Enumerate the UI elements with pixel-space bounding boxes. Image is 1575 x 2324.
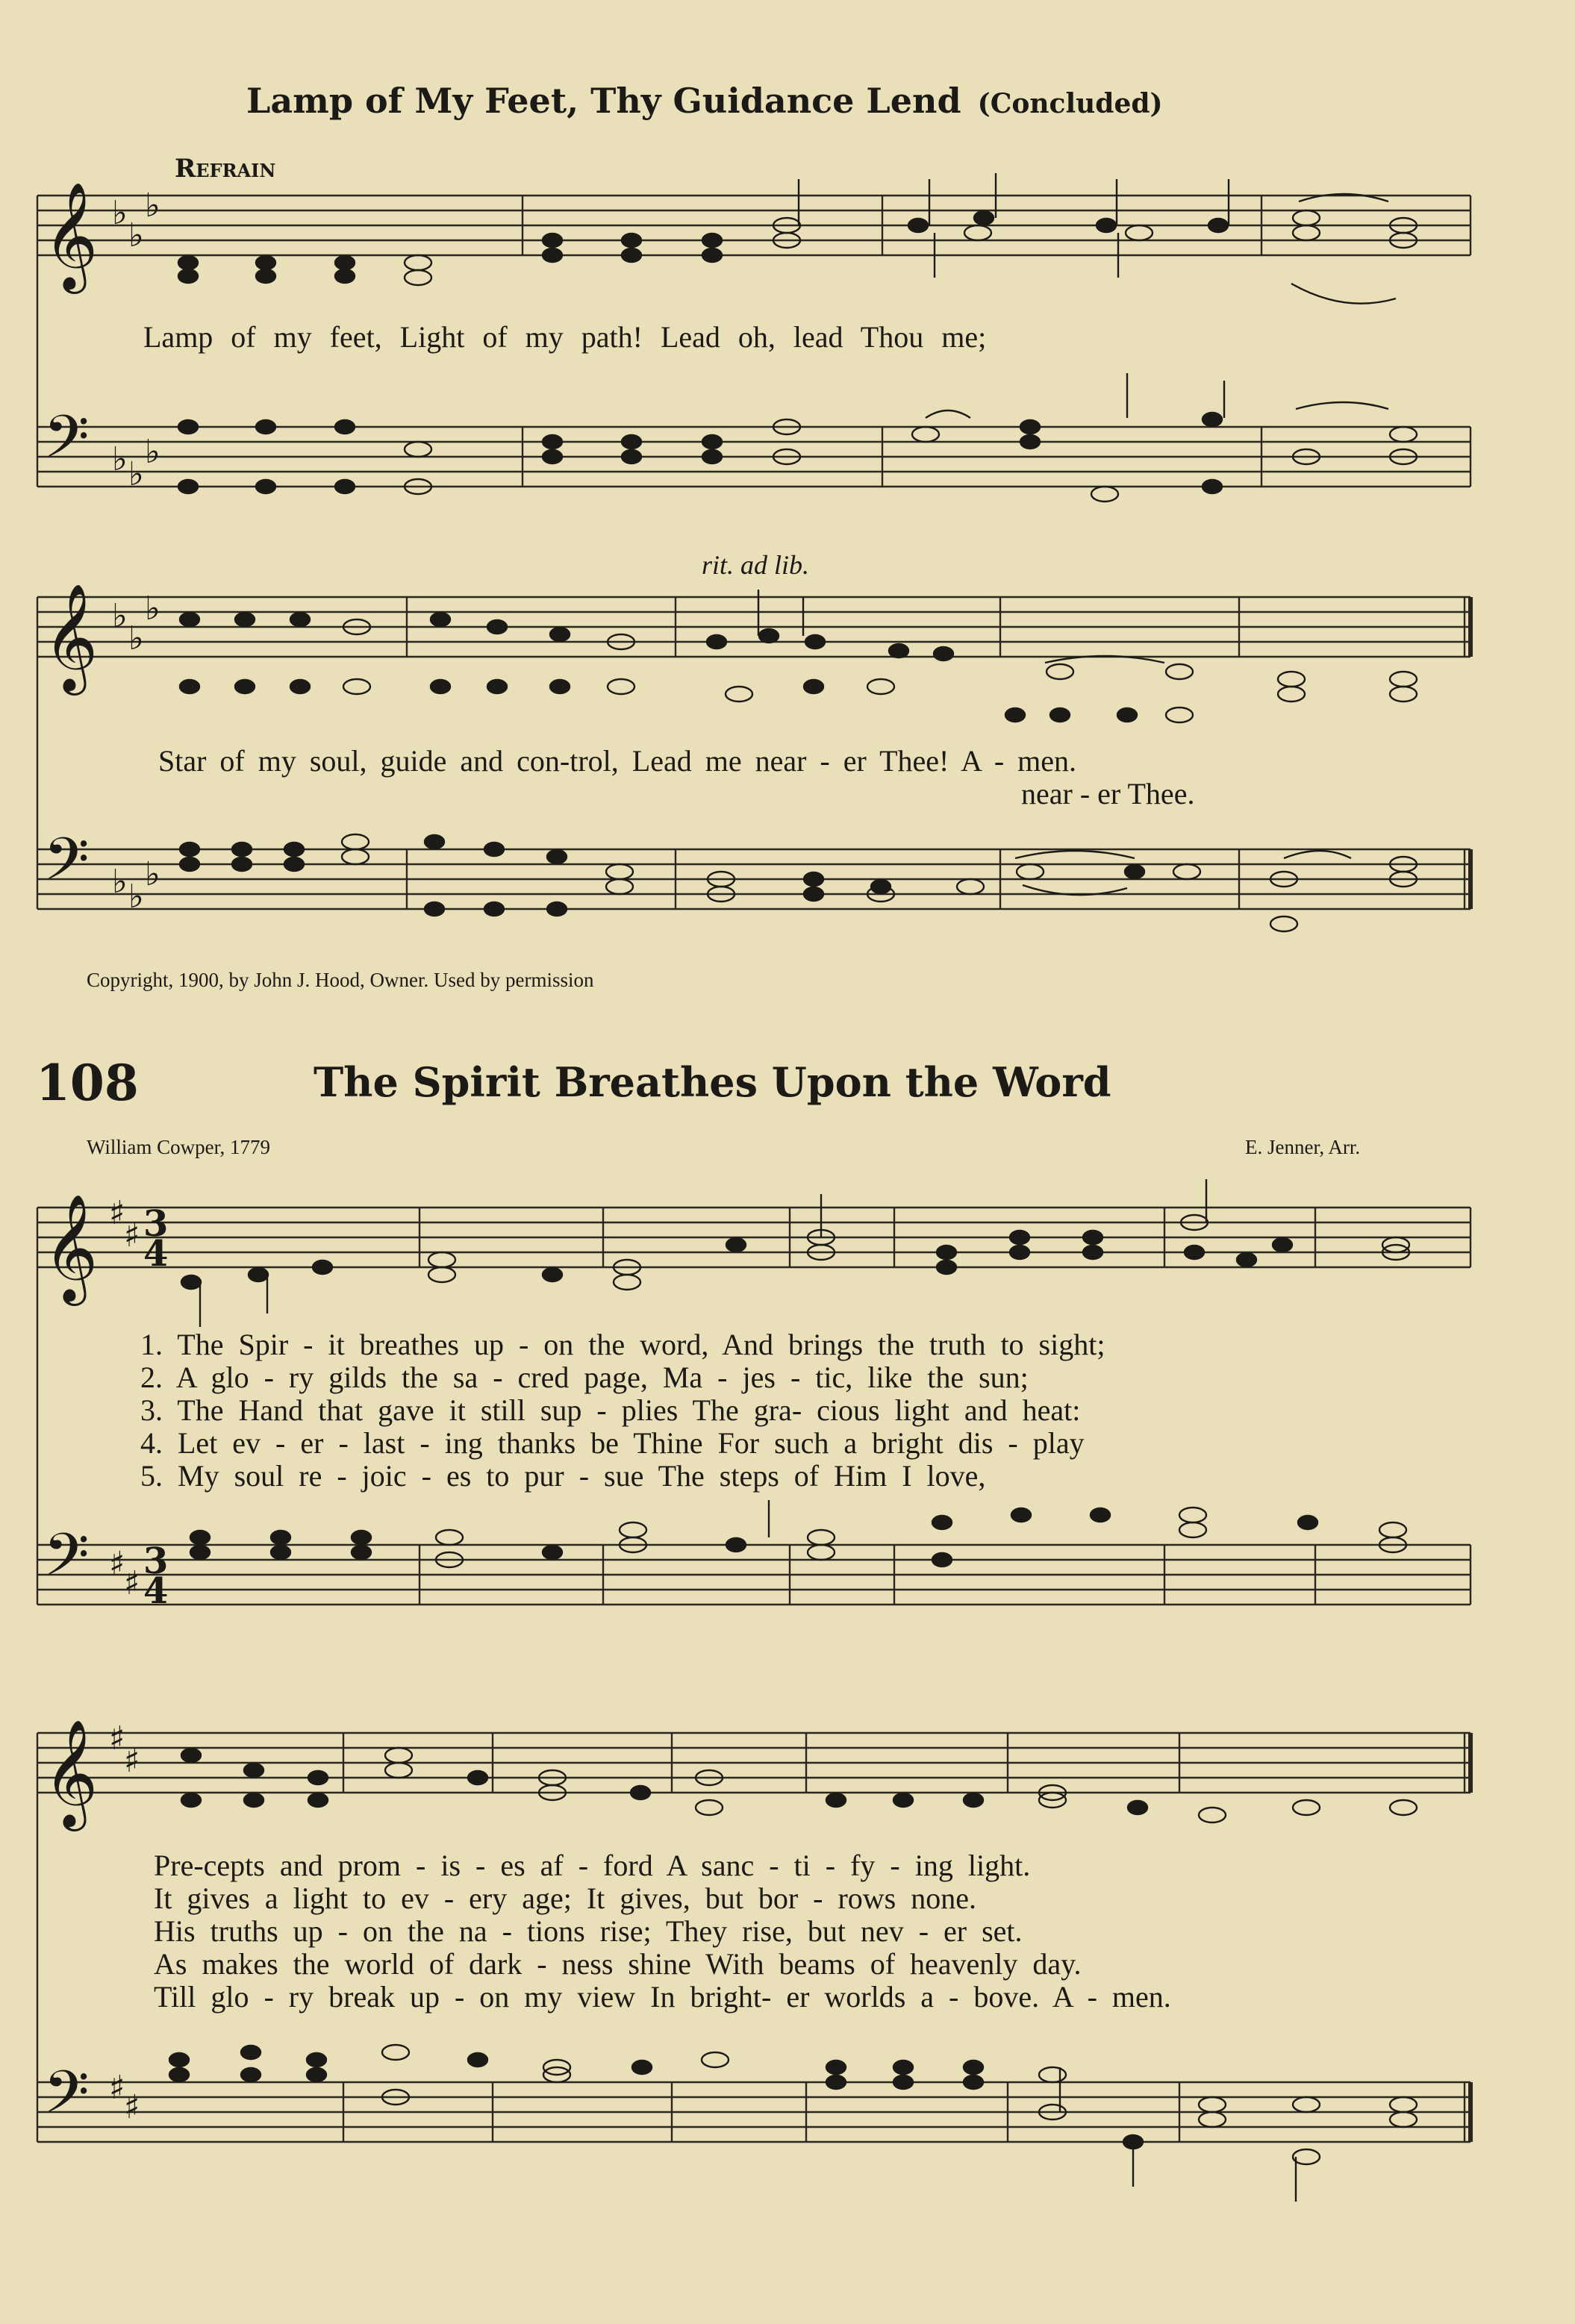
upper-hymn-title: Lamp of My Feet, Thy Guidance Lend (Concluded) — [246, 81, 1163, 121]
svg-text:♯: ♯ — [109, 1545, 125, 1583]
copyright-notice: Copyright, 1900, by John J. Hood, Owner. Used by permission — [87, 969, 594, 991]
svg-text:𝄢: 𝄢 — [43, 1520, 90, 1604]
svg-text:𝄞: 𝄞 — [43, 1194, 99, 1302]
hymn-number: 108 — [36, 1054, 139, 1112]
verse-3-line-a: 3. The Hand that gave it still sup - plies The gra- cious light and heat: — [140, 1393, 1081, 1427]
verse-2-line-b: It gives a light to ev - ery age; It gives, but bor - rows none. — [154, 1881, 976, 1915]
sharp-icon: ♯ — [109, 1194, 125, 1232]
svg-text:♭: ♭ — [112, 863, 128, 901]
svg-text:3: 3 — [143, 1203, 169, 1245]
svg-text:♯: ♯ — [124, 2088, 140, 2126]
treble-clef-icon: 𝄞 — [43, 182, 99, 290]
lyrics-line-2: Star of my soul, guide and con-trol, Lead me near - er Thee! A - men. — [158, 744, 1077, 778]
svg-text:♯: ♯ — [124, 1564, 140, 1602]
hymn-title: The Spirit Breathes Upon the Word — [314, 1058, 1111, 1106]
hymn-author: William Cowper, 1779 — [87, 1136, 271, 1158]
verse-4-line-a: 4. Let ev - er - last - ing thanks be Thine For such a bright dis - play — [140, 1426, 1085, 1460]
staff-system4-bass — [37, 2082, 1470, 2142]
note-heads — [169, 210, 1417, 2164]
svg-text:♭: ♭ — [128, 216, 144, 254]
upper-hymn-subtitle: (Concluded) — [977, 88, 1163, 119]
verse-1-line-b: Pre-cepts and prom - is - es af - ford A sanc - ti - fy - ing light. — [154, 1849, 1031, 1882]
svg-text:♭: ♭ — [128, 619, 144, 657]
verse-5-line-a: 5. My soul re - joic - es to pur - sue The steps of Him I love, — [140, 1459, 986, 1493]
svg-text:4: 4 — [143, 1233, 169, 1275]
svg-text:𝄢: 𝄢 — [43, 825, 90, 908]
verse-4-line-b: As makes the world of dark - ness shine With beams of heavenly day. — [154, 1947, 1082, 1981]
svg-text:𝄞: 𝄞 — [43, 1719, 99, 1827]
staff-system1-bass — [37, 427, 1470, 487]
staff-system2-treble — [37, 597, 1470, 657]
lyrics-line-2-alt: near - er Thee. — [1021, 777, 1195, 810]
hymn-composer: E. Jenner, Arr. — [1245, 1136, 1361, 1158]
svg-text:𝄞: 𝄞 — [43, 584, 99, 691]
verse-5-line-b: Till glo - ry break up - on my view In bright- er worlds a - bove. A - men. — [154, 1980, 1171, 2014]
svg-text:♭: ♭ — [145, 187, 160, 225]
svg-text:♯: ♯ — [109, 2069, 125, 2107]
svg-text:4: 4 — [143, 1570, 169, 1612]
svg-text:♭: ♭ — [145, 855, 160, 893]
stems-and-ties — [200, 173, 1396, 2202]
svg-text:♯: ♯ — [124, 1742, 140, 1780]
svg-text:♯: ♯ — [109, 1719, 125, 1758]
svg-text:♯: ♯ — [124, 1216, 140, 1255]
svg-text:♭: ♭ — [112, 440, 128, 478]
time-signature — [143, 1203, 168, 1612]
svg-text:♭: ♭ — [112, 597, 128, 635]
svg-text:♭: ♭ — [145, 590, 160, 628]
svg-text:3: 3 — [143, 1540, 169, 1582]
flat-icon: ♭ — [112, 194, 128, 232]
verse-3-line-b: His truths up - on the na - tions rise; They rise, but nev - er set. — [154, 1914, 1023, 1948]
staff-system3-bass — [37, 1545, 1470, 1605]
svg-text:♭: ♭ — [128, 455, 144, 493]
svg-text:♭: ♭ — [128, 878, 144, 916]
refrain-label: Refrain — [175, 154, 276, 184]
tempo-mark: rit. ad lib. — [702, 550, 810, 580]
staff-system1-treble — [37, 196, 1470, 255]
lyrics-line-1: Lamp of my feet, Light of my path! Lead oh, lead Thou me; — [143, 320, 987, 354]
staff-system2-bass — [37, 849, 1470, 909]
svg-text:𝄢: 𝄢 — [43, 2058, 90, 2141]
verse-2-line-a: 2. A glo - ry gilds the sa - cred page, Ma - jes - tic, like the sun; — [140, 1361, 1029, 1394]
svg-text:♭: ♭ — [145, 433, 160, 471]
verse-1-line-a: 1. The Spir - it breathes up - on the word, And brings the truth to sight; — [140, 1328, 1105, 1361]
bass-clef-icon: 𝄢 — [43, 402, 90, 486]
